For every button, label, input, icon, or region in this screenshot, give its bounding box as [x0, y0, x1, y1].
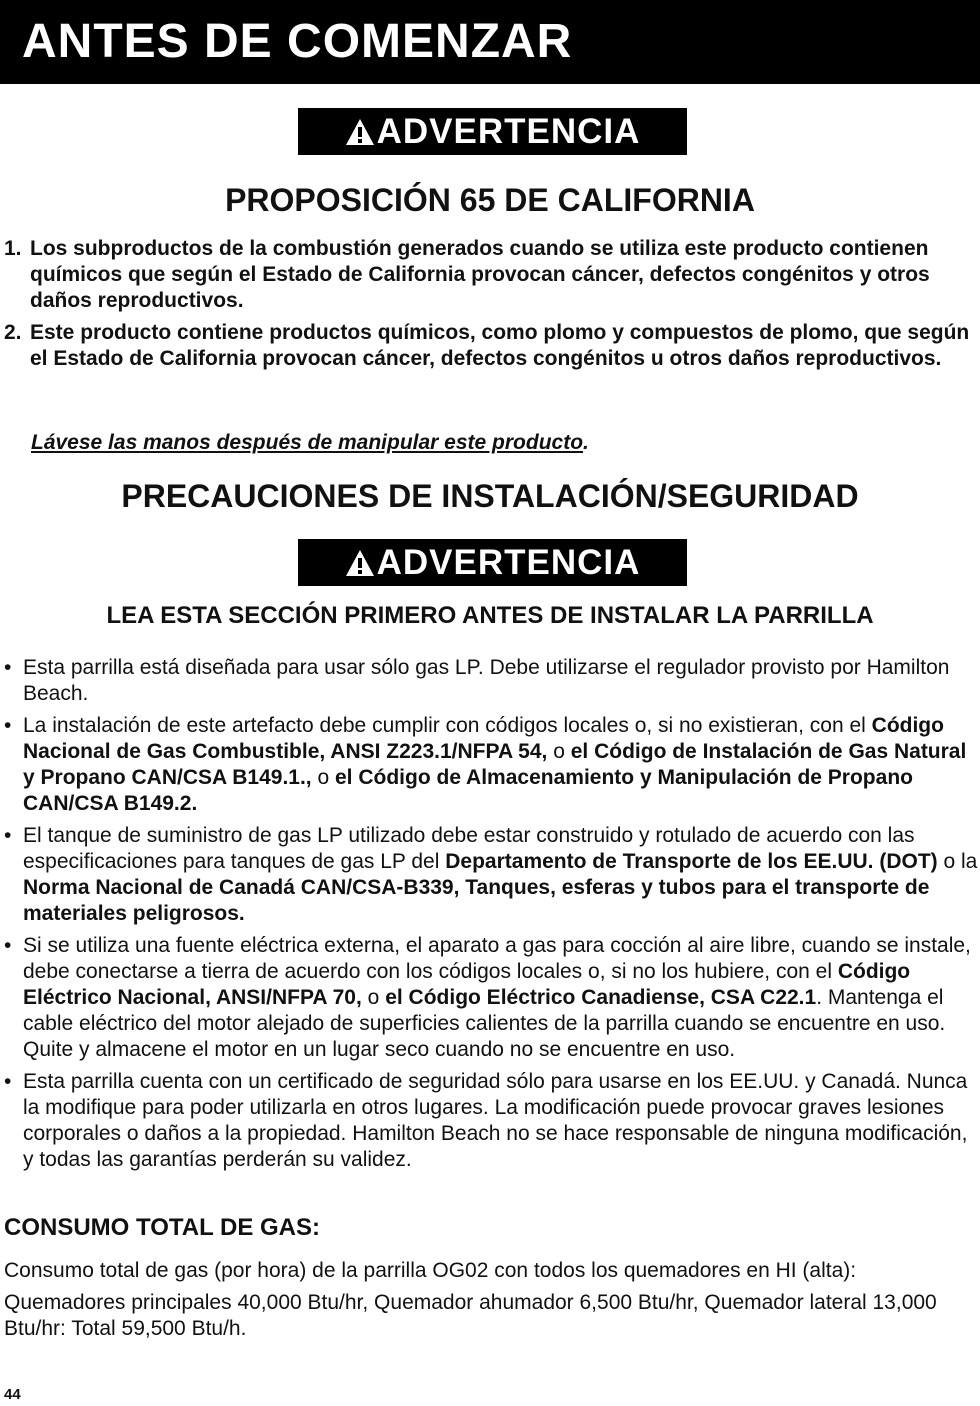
bullet-text: o la — [937, 850, 978, 873]
prop65-list — [4, 236, 970, 378]
bullet-icon: • — [4, 714, 12, 737]
bullet-text: o — [547, 740, 571, 763]
bullet-bold-text: Norma Nacional de Canadá CAN/CSA-B339, Tanques, esferas y tubos para el transporte de materiales peligrosos. — [23, 876, 930, 925]
list-item — [4, 933, 978, 1063]
bullet-bold-text: el Código de Almacenamiento y Manipulación de Propano CAN/CSA B149.2. — [23, 766, 913, 815]
warning-label: ADVERTENCIA — [376, 112, 641, 151]
item-text: Los subproductos de la combustión generados cuando se utiliza este producto contienen químicos que según el Estado de California provocan cáncer, defectos congénitos y otros daños reproductivos. — [30, 237, 930, 312]
item-number: 2. — [4, 321, 22, 344]
warning-triangle-icon — [345, 549, 375, 577]
gas-consumption-line2: Quemadores principales 40,000 Btu/hr, Quemador ahumador 6,500 Btu/hr, Quemador lateral 13,000 Btu/hr: Total 59,500 Btu/h. — [4, 1291, 937, 1340]
bullet-text: Esta parrilla cuenta con un certificado de seguridad sólo para usarse en los EE.UU. y Canadá. Nunca la modifique para poder utilizarla en otros lugares. La modificación puede provocar graves lesiones corporales o daños a la propiedad. Hamilton Beach no se hace responsable de ninguna modificación, y todas las garantías perderán su validez. — [23, 1070, 968, 1171]
list-item — [4, 713, 978, 817]
bullet-text: El tanque de suministro de gas LP utilizado debe estar construido y rotulado de acuerdo con las especificaciones para tanques de gas LP del — [23, 824, 915, 873]
bullet-text: Esta parrilla está diseñada para usar sólo gas LP. Debe utilizarse el regulador provisto por Hamilton Beach. — [23, 656, 950, 705]
bullet-bold-text: Código Eléctrico Nacional, ANSI/NFPA 70, — [23, 960, 911, 1009]
warning-banner-prop65 — [298, 108, 687, 155]
bullet-icon: • — [4, 934, 12, 957]
bullet-text: o — [361, 986, 386, 1009]
item-text: Este producto contiene productos químicos, como plomo y compuestos de plomo, que según el Estado de California provocan cáncer, defectos congénitos u otros daños reproductivos. — [30, 321, 970, 370]
list-item — [4, 320, 970, 372]
item-number: 1. — [4, 237, 22, 260]
bullet-text: . Mantenga el cable eléctrico del motor alejado de superficies calientes de la parrilla cuando se encuentre en uso. Quite y almacene el motor en un lugar seco cuando no se encuentre en uso. — [23, 986, 946, 1061]
wash-hands-notice — [31, 430, 589, 456]
list-item — [4, 236, 970, 314]
bullet-bold-text: el Código de Instalación de Gas Natural y Propano CAN/CSA B149.1., — [23, 740, 967, 789]
page-number: 44 — [4, 1386, 21, 1403]
bullet-icon: • — [4, 1070, 12, 1093]
warning-banner-precautions — [298, 539, 687, 586]
page-header — [0, 0, 980, 84]
list-item — [4, 823, 978, 927]
prop65-title: PROPOSICIÓN 65 DE CALIFORNIA — [225, 182, 755, 218]
list-item — [4, 1069, 978, 1173]
bullet-text: o — [311, 766, 335, 789]
bullet-text: Si se utiliza una fuente eléctrica externa, el aparato a gas para cocción al aire libre, cuando se instale, debe conectarse a tierra de acuerdo con los códigos locales o, si no los hubiere, con el — [23, 934, 971, 983]
page-title: ANTES DE COMENZAR — [22, 15, 573, 68]
warning-triangle-icon — [345, 118, 375, 146]
bullet-bold-text: Departamento de Transporte de los EE.UU. (DOT) — [445, 850, 938, 873]
wash-hands-text: Lávese las manos después de manipular este producto — [31, 431, 584, 454]
gas-consumption-line1: Consumo total de gas (por hora) de la parrilla OG02 con todos los quemadores en HI (alta): — [4, 1259, 857, 1282]
bullet-icon: • — [4, 824, 12, 847]
bullet-bold-text: Código Nacional de Gas Combustible, ANSI Z223.1/NFPA 54, — [23, 714, 944, 763]
bullet-icon: • — [4, 656, 12, 679]
gas-consumption-title: CONSUMO TOTAL DE GAS: — [4, 1214, 321, 1241]
precautions-subtitle: LEA ESTA SECCIÓN PRIMERO ANTES DE INSTALAR LA PARRILLA — [106, 602, 874, 629]
bullet-text: La instalación de este artefacto debe cumplir con códigos locales o, si no existieran, con el — [23, 714, 872, 737]
warning-label: ADVERTENCIA — [376, 543, 641, 582]
bullet-bold-text: el Código Eléctrico Canadiense, CSA C22.1 — [385, 986, 817, 1009]
precautions-list — [4, 655, 978, 1179]
precautions-title: PRECAUCIONES DE INSTALACIÓN/SEGURIDAD — [121, 478, 859, 514]
wash-hands-period: . — [583, 431, 589, 454]
list-item — [4, 655, 978, 707]
